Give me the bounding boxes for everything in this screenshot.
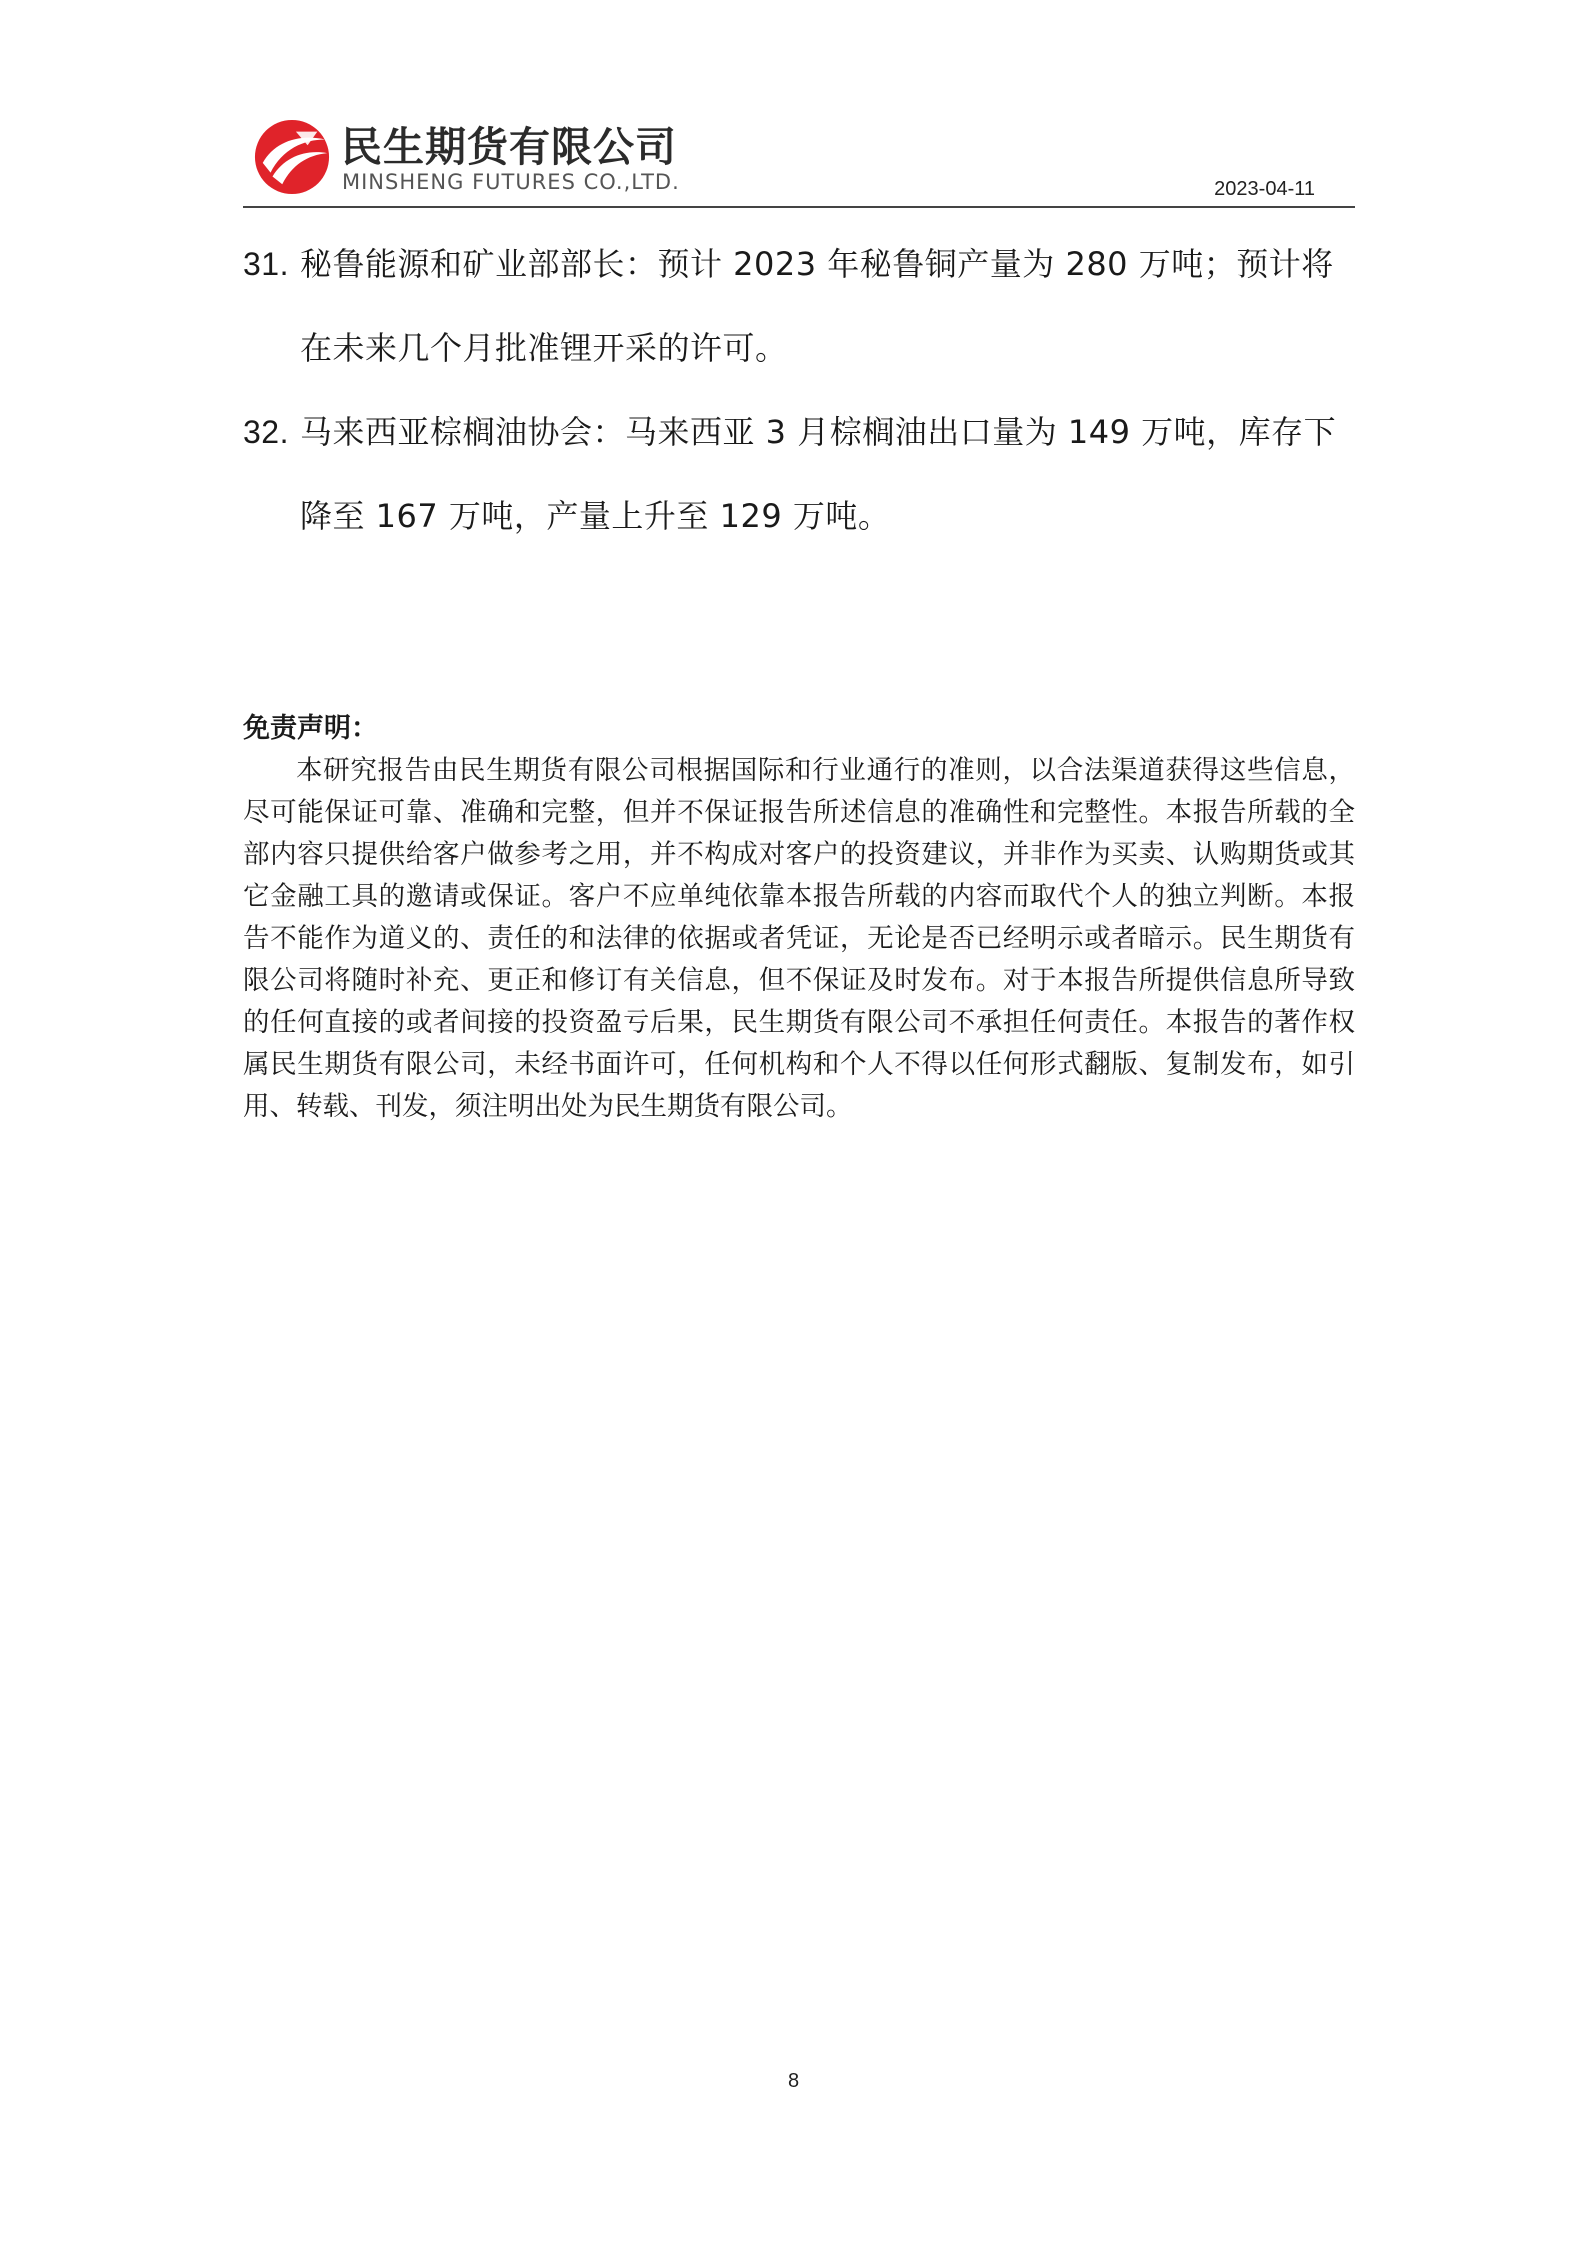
company-name-en: MINSHENG FUTURES CO.,LTD.: [342, 170, 680, 194]
list-item: [243, 222, 1355, 390]
item-text: 秘鲁能源和矿业部部长：预计 2023 年秘鲁铜产量为 280 万吨；预计将在未来几个月批准锂开采的许可。: [300, 245, 1334, 367]
item-text: 马来西亚棕榈油协会：马来西亚 3 月棕榈油出口量为 149 万吨，库存下降至 167 万吨，产量上升至 129 万吨。: [300, 413, 1337, 535]
header-divider: [243, 206, 1355, 208]
news-list: [243, 222, 1355, 558]
company-name-cn: 民生期货有限公司: [341, 123, 677, 171]
page-header: [243, 108, 1355, 208]
list-item: [243, 390, 1355, 558]
page-number: 8: [787, 2070, 800, 2092]
minsheng-logo-icon: [253, 118, 331, 196]
report-date: 2023-04-11: [1214, 178, 1315, 200]
item-number: 32.: [243, 414, 289, 450]
item-number: 31.: [243, 246, 289, 282]
disclaimer-body: 本研究报告由民生期货有限公司根据国际和行业通行的准则，以合法渠道获得这些信息，尽可能保证可靠、准确和完整，但并不保证报告所述信息的准确性和完整性。本报告所载的全部内容只提供给客户做参考之用，并不构成对客户的投资建议，并非作为买卖、认购期货或其它金融工具的邀请或保证。客户不应单纯依靠本报告所载的内容而取代个人的独立判断。本报告不能作为道义的、责任的和法律的依据或者凭证，无论是否已经明示或者暗示。民生期货有限公司将随时补充、更正和修订有关信息，但不保证及时发布。对于本报告所提供信息所导致的任何直接的或者间接的投资盈亏后果，民生期货有限公司不承担任何责任。本报告的著作权属民生期货有限公司，未经书面许可，任何机构和个人不得以任何形式翻版、复制发布，如引用、转载、刊发，须注明出处为民生期货有限公司。: [243, 755, 1355, 1122]
disclaimer-title: 免责声明：: [243, 713, 378, 744]
disclaimer-section: [243, 708, 1355, 1128]
